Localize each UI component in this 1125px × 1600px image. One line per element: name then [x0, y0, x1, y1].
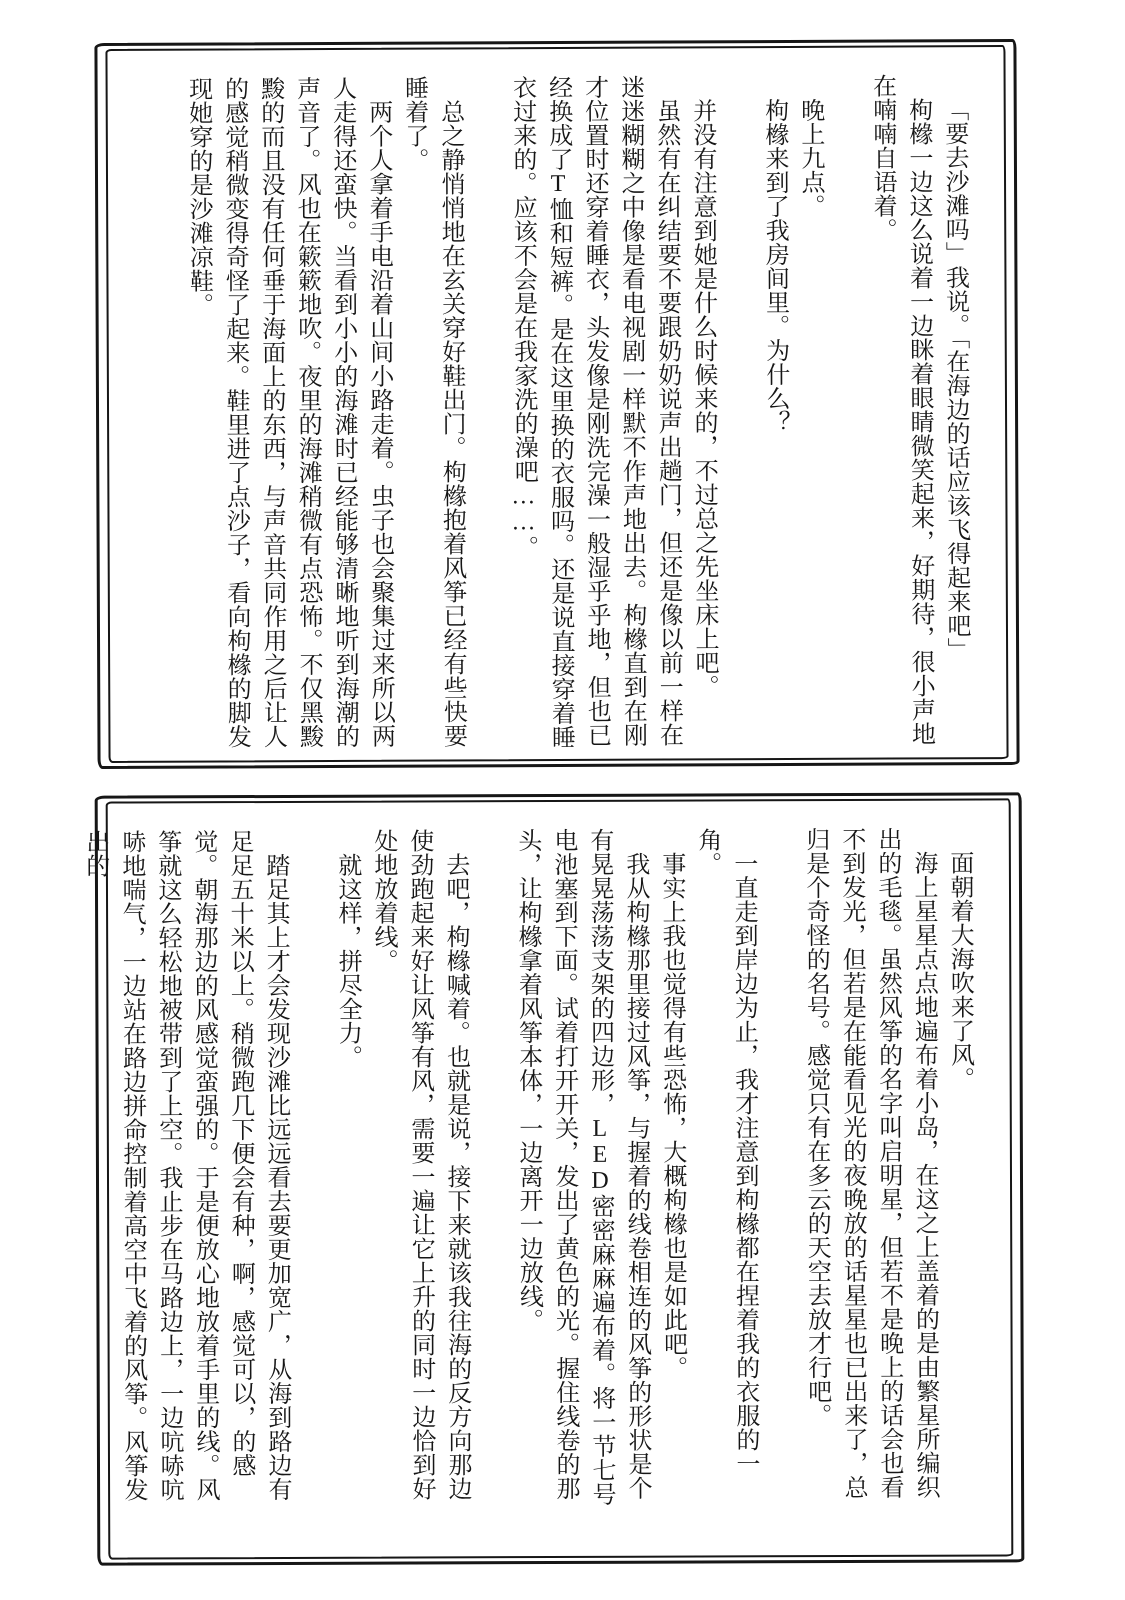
vertical-text-bottom	[81, 826, 979, 1508]
paragraph: 枸橼来到了我房间里。为什么？	[760, 97, 789, 435]
paragraph: 一直走到岸边为止，我才注意到枸橼都在捏着我的衣服的一角。	[693, 827, 759, 1476]
paragraph: 面朝着大海吹来了风。	[945, 850, 973, 1091]
page-panel-bottom	[81, 792, 1025, 1565]
paragraph: 并没有注意到她是什么时候来的，不过总之先坐床上吧。	[688, 98, 718, 699]
paragraph: 事实上我也觉得有些恐怖，大概枸橼也是如此吧。	[657, 851, 686, 1380]
paragraph: 总之静悄悄地在玄关穿好鞋出门。枸橼抱着风筝已经有些快要睡着了。	[400, 75, 466, 748]
paragraph: 枸橼一边这么说着一边眯着眼睛微笑起来，好期待，很小声地在喃喃自语着。	[868, 73, 934, 746]
page-panel-top	[94, 39, 1019, 769]
paragraph: 海上星星点点地遍布着小岛，在这之上盖着的是由繁星所编织出的毛毯。虽然风筝的名字叫启明星，但若不是晚上的话会也看不到发光，但若是在能看见光的夜晚放的话星星也已出来了，总归是个奇怪的名号。感觉只有在多云的天空去放才行吧。	[801, 826, 939, 1500]
paragraph: 就这样，拼尽全力。	[333, 852, 361, 1069]
paragraph: 虽然有在纠结要不要跟奶奶说声出趟门，但还是像以前一样在迷迷糊糊之中像是看电视剧一样默不作声地出去。枸橼直到在刚才位置时还穿着睡衣，头发像是刚洗完澡一般湿乎乎地，但也已经换成了T恤和短裤。是在这里换的衣服吗。还是说直接穿着睡衣过来的。应该不会是在我家洗的澡吧……。	[508, 74, 682, 750]
vertical-text-top	[124, 73, 975, 755]
paragraph: 去吧，枸橼喊着。也就是说，接下来就该我往海的反方向那边使劲跑起来好让风筝有风，需要一遍让它上升的同时一边恰到好处地放着线。	[369, 828, 471, 1501]
paragraph: 踏足其上才会发现沙滩比远远看去要更加宽广，从海到路边有足足五十米以上。稍微跑几下便会有种，啊，感觉可以，的感觉。朝海那边的风感觉蛮强的。于是便放心地放着手里的线。风筝就这么轻松地被带到了上空。我止步在马路边上，一边吭哧吭哧地喘气，一边站在路边拼命控制着高空中飞着的风筝。风筝发出的	[81, 829, 291, 1502]
paragraph: 我从枸橼那里接过风筝，与握着的线卷相连的风筝的形状是个有晃晃荡荡支架的四边形，LED密密麻麻遍布着。将一节七号电池塞到下面。试着打开开关，发出了黄色的光。握住线卷的那头，让枸橼拿着风筝本体，一边离开一边放线。	[513, 827, 651, 1506]
paragraph: 晚上九点。	[796, 97, 824, 218]
paragraph: 两个人拿着手电沿着山间小路走着。虫子也会聚集过来所以两人走得还蛮快。当看到小小的海滩时已经能够清晰地听到海潮的声音了。风也在簌簌地吹。夜里的海滩稍微有点恐怖。不仅黑黢黢的而且没有任何垂于海面上的东西，与声音共同作用之后让人的感觉稍微变得奇怪了起来。鞋里进了点沙子，看向枸橼的脚发现她穿的是沙滩凉鞋。	[184, 75, 394, 749]
paragraph: 「要去沙滩吗」我说。「在海边的话应该飞得起来吧」	[940, 97, 970, 662]
